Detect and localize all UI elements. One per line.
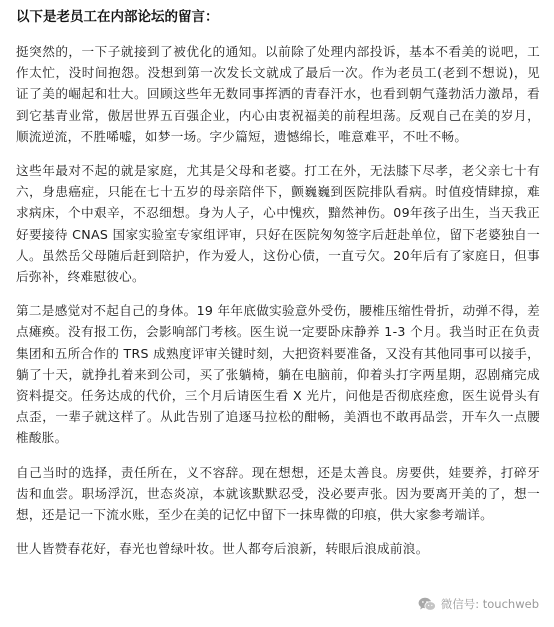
paragraph-5: 世人皆赞春花好，春光也曾绿叶妆。世人都夸后浪新，转眼后浪成前浪。 [16,541,429,557]
paragraph-4: 自己当时的选择，责任所在，义不容辞。现在想想，还是太善良。房要供，娃要养，打碎牙齿和血尝。职场浮沉，世态炎凉，本就该默默忍受，没必要声张。因为要离开美的了，想一想，还是记一下流水账，至少在美的记忆中留下一抹卑微的印痕，供大家参考端详。 [16,464,540,523]
document-heading: 以下是老员工在内部论坛的留言： [16,9,219,25]
paragraph-2: 这些年最对不起的就是家庭，尤其是父母和老婆。打工在外，无法膝下尽孝，老父亲七十有六，身患癌症，只能在七十五岁的母亲陪伴下，颤巍巍到医院排队看病。时值疫情肆掠，难求病床，个中艰辛，不忍细想。身为人子，心中愧疚，黯然神伤。09年孩子出生，当天我正好要接待 CNAS 国家实验室专家组评审，只好在医院匆匆签字后赶赴单位，留下老婆独自一人。虽然岳父母随后赶到陪护，作为爱人，这份心债，一直亏欠。20年后有了家庭日，但事后弥补，终难慰彼心。 [16,163,540,285]
paragraph-3: 第二是感觉对不起自己的身体。19 年年底做实验意外受伤，腰椎压缩性骨折，动弹不得，差点瘫痪。没有报工伤，会影响部门考核。医生说一定要卧床静养 1-3 个月。我当时正在负责集团和五所合作的 TRS 成熟度评审关键时刻，大把资料要准备，又没有其他同事可以接手，躺了十天，就挣扎着来到公司，买了张躺椅，躺在电脑前，仰着头打字两星期，忍剧痛完成资料提交。任务达成的代价，三个月后请医生看 X 光片，问他是否彻底痊愈，医生说骨头有点歪，一辈子就这样了。从此告别了追逐马拉松的酣畅，美酒也不敢再品尝，开车久一点腰椎酸胀。 [16,303,540,446]
wechat-icon [418,597,436,612]
paragraph-1: 挺突然的，一下子就接到了被优化的通知。以前除了处理内部投诉，基本不看美的说吧，工作太忙，没时间抱怨。没想到第一次发长文就成了最后一次。作为老员工(老到不想说)，见证了美的崛起和壮大。回顾这些年无数同事挥洒的青春汗水，也看到朝气蓬勃活力激昂，看到它基青业常，傲居世界五百强企业，内心由衷祝福美的前程坦荡。反观自己在美的岁月，顺流逆流，不胜唏嘘，如梦一场。字少篇短，遗憾绵长，唯意难平，不吐不畅。 [16,44,540,144]
watermark-text: 微信号: touchweb [440,597,539,611]
wechat-watermark [415,595,542,613]
